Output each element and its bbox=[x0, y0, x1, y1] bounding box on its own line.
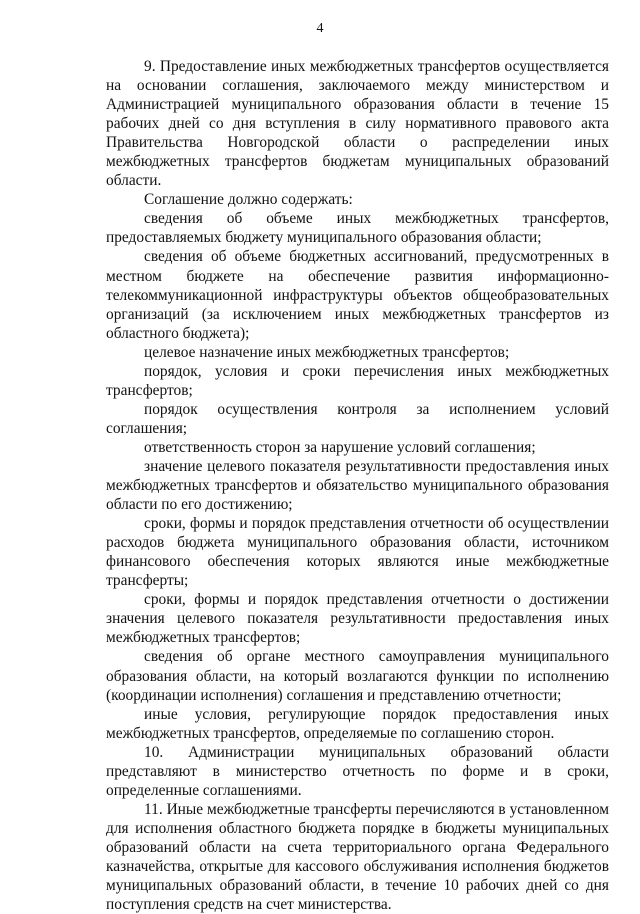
list-item-transfer-volume: сведения об объеме иных межбюджетных трансфертов, предоставляемых бюджету муниципального образования области; bbox=[106, 210, 609, 247]
list-item-liability: ответственность сторон за нарушение условий соглашения; bbox=[144, 438, 536, 456]
paragraph-agreement-contents-intro: Соглашение должно содержать: bbox=[144, 191, 353, 209]
list-item-responsible-authority: сведения об органе местного самоуправления муниципального образования области, на который возлагаются функции по исполнению (координации исполнения) соглашения и представлению отчетности; bbox=[106, 648, 609, 704]
page-number: 4 bbox=[316, 21, 324, 36]
paragraph-10-reporting: 10. Администрации муниципальных образований области представляют в министерство отчетность по форме и в сроки, определенные соглашениями. bbox=[106, 743, 609, 799]
paragraph-11-transfer-execution: 11. Иные межбюджетные трансферты перечисляются в установленном для исполнения областного бюджета порядке в бюджеты муниципальных образований области на счета территориального органа Федерального казначейства, открытые для кассового обслуживания исполнения бюджетов муниципальных образований области, в течение 10 рабочих дней со дня поступления средств на счет министерства. bbox=[106, 800, 609, 914]
list-item-performance-indicator: значение целевого показателя результативности предоставления иных межбюджетных трансфертов и обязательство муниципального образования области по его достижению; bbox=[106, 457, 609, 514]
document-body bbox=[106, 57, 609, 914]
list-item-transfer-procedure: порядок, условия и сроки перечисления иных межбюджетных трансфертов; bbox=[106, 362, 609, 399]
list-item-other-conditions: иные условия, регулирующие порядок предоставления иных межбюджетных трансфертов, определяемые по соглашению сторон. bbox=[106, 705, 609, 742]
list-item-indicator-reporting: сроки, формы и порядок представления отчетности о достижении значения целевого показателя результативности предоставления иных межбюджетных трансфертов; bbox=[106, 591, 609, 647]
paragraph-9-agreement-basis: 9. Предоставление иных межбюджетных трансфертов осуществляется на основании соглашения, заключаемого между министерством и Администрацией муниципального образования области в течение 15 рабочих дней со дня вступления в силу нормативного правового акта Правительства Новгородской области о распределении иных межбюджетных трансфертов бюджетам муниципальных образований области. bbox=[106, 58, 609, 190]
list-item-expense-reporting: сроки, формы и порядок представления отчетности об осуществлении расходов бюджета муниципального образования области, источником финансового обеспечения которых являются иные межбюджетные трансферты; bbox=[106, 515, 609, 590]
list-item-budget-allocations: сведения об объеме бюджетных ассигнований, предусмотренных в местном бюджете на обеспечение развития информационно-телекоммуникационной инфраструктуры объектов общеобразовательных организаций (за исключением иных межбюджетных трансфертов из областного бюджета); bbox=[106, 248, 609, 342]
list-item-control-procedure: порядок осуществления контроля за исполнением условий соглашения; bbox=[106, 400, 609, 437]
list-item-target-purpose: целевое назначение иных межбюджетных трансфертов; bbox=[144, 343, 510, 361]
